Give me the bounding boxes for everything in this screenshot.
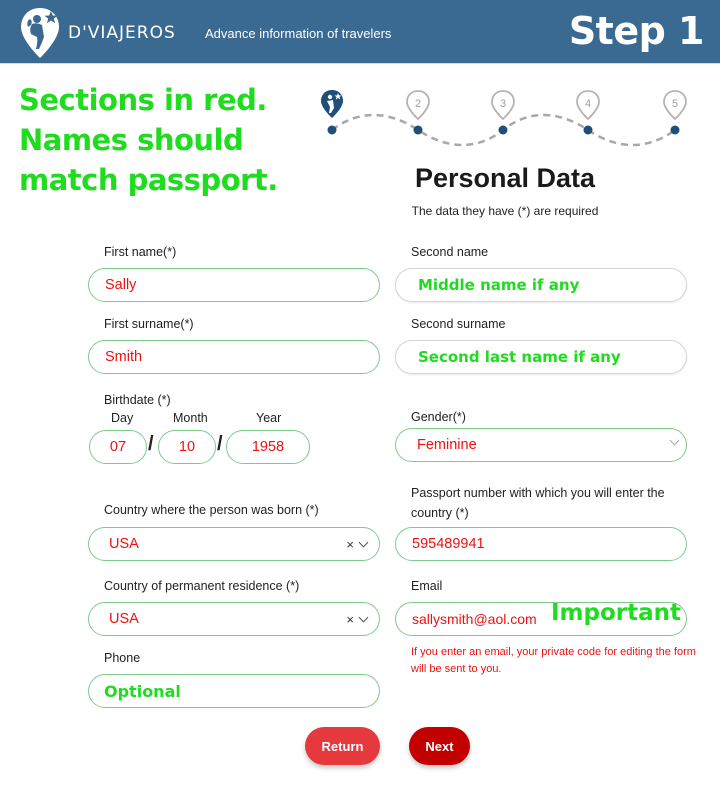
first-surname-value: Smith [105,349,143,365]
phone-label: Phone [104,651,141,665]
annotation-line: match passport. [19,163,278,197]
second-surname-annotation: Second last name if any [418,348,621,366]
header-tagline: Advance information of travelers [205,26,392,41]
country-born-select[interactable] [88,527,380,561]
second-name-annotation: Middle name if any [418,276,580,294]
page-title: Personal Data [414,163,596,193]
required-note: The data they have (*) are required [411,204,599,218]
year-label: Year [256,411,282,425]
logo-traveler-pin-icon [20,7,60,59]
first-surname-label: First surname(*) [104,317,194,331]
passport-value: 595489941 [412,536,485,552]
clear-icon[interactable]: × [346,537,354,552]
svg-text:2: 2 [414,98,422,110]
gender-value: Feminine [417,437,477,453]
header [0,0,720,64]
chevron-down-icon [670,436,680,446]
first-name-label: First name(*) [104,245,177,259]
country-born-value: USA [109,536,139,552]
step-1-pin-icon[interactable] [321,90,343,118]
second-name-label: Second name [411,245,489,259]
birth-year-value: 1958 [251,439,285,455]
gender-select[interactable] [395,428,687,462]
phone-input[interactable] [88,674,380,708]
date-separator: / [148,433,154,455]
first-name-value: Sally [105,277,137,293]
date-separator: / [217,433,223,455]
email-value: sallysmith@aol.com [412,611,537,627]
annotation-line: Names should [19,123,244,157]
day-label: Day [111,411,134,425]
next-button[interactable]: Next [409,727,470,765]
first-surname-input[interactable] [88,340,380,374]
progress-stepper [318,82,720,148]
second-name-input[interactable] [395,268,687,302]
second-surname-input[interactable] [395,340,687,374]
country-residence-label: Country of permanent residence (*) [104,579,300,593]
clear-icon[interactable]: × [346,612,354,627]
passport-label: Passport number with which you will enter the country (*) [411,486,665,520]
email-label: Email [411,579,443,593]
country-born-label: Country where the person was born (*) [104,503,319,517]
annotation-note [19,80,278,200]
country-residence-select[interactable] [88,602,380,636]
birth-month-value: 10 [178,439,196,455]
first-name-input[interactable] [88,268,380,302]
second-surname-label: Second surname [411,317,506,331]
step-5-pin-icon[interactable] [664,91,686,119]
birth-year-input[interactable] [226,430,310,464]
country-residence-value: USA [109,611,139,627]
gender-label: Gender(*) [411,410,466,424]
svg-text:4: 4 [584,98,592,110]
svg-text:3: 3 [499,98,507,110]
step-3-pin-icon[interactable] [492,91,514,119]
month-label: Month [173,411,208,425]
birth-month-input[interactable] [158,430,216,464]
brand-name: D'VIAJEROS [68,23,176,43]
svg-text:5: 5 [671,98,679,110]
birth-day-input[interactable] [89,430,147,464]
email-annotation: Important [551,600,682,626]
phone-annotation: Optional [104,681,181,701]
step-4-pin-icon[interactable] [577,91,599,119]
passport-input[interactable] [395,527,687,561]
annotation-line: Sections in red. [19,83,267,117]
chevron-down-icon[interactable] [359,613,369,623]
step-title: Step 1 [568,9,704,53]
birthdate-label: Birthdate (*) [104,393,171,407]
return-button[interactable]: Return [305,727,380,765]
email-hint: If you enter an email, your private code for editing the form will be sent to you. [411,646,696,675]
chevron-down-icon[interactable] [359,538,369,548]
step-2-pin-icon[interactable] [407,91,429,119]
birth-day-value: 07 [109,439,127,455]
